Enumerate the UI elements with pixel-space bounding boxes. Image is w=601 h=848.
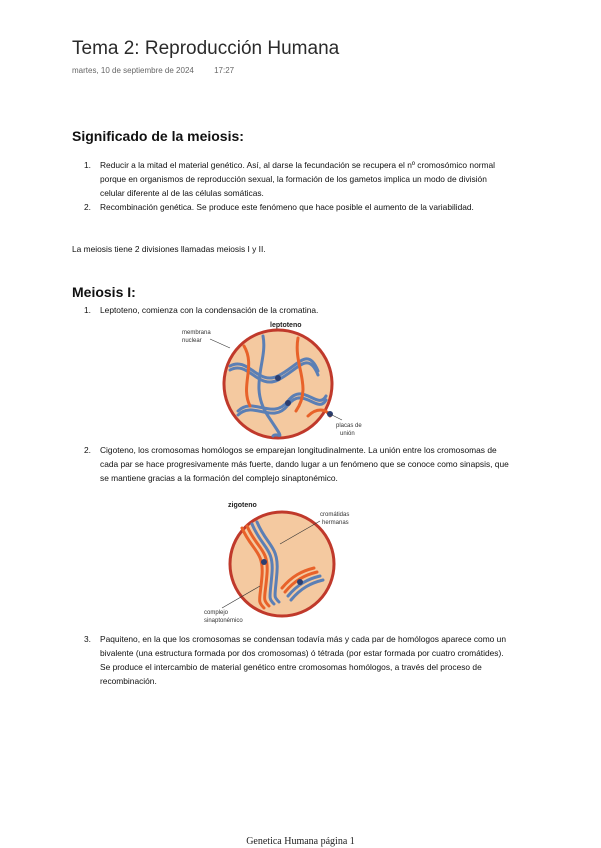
page-meta	[72, 66, 252, 75]
figure2-title: zigoteno	[228, 502, 257, 509]
list-text: Recombinación genética. Se produce este fenómeno que hace posible el aumento de la variabilidad.	[100, 202, 474, 212]
figure2-label-complex-1: complejo	[204, 610, 229, 616]
meiosis-note: La meiosis tiene 2 divisiones llamadas meiosis I y II.	[72, 244, 266, 254]
meaning-list	[72, 158, 512, 214]
figure2-label-chromatids-1: cromátidas	[320, 512, 350, 518]
figure2-label-chromatids-2: hermanas	[322, 520, 349, 526]
list-item	[72, 443, 512, 485]
meiosis-list-1	[72, 303, 512, 317]
leptoteno-figure	[178, 316, 368, 446]
figure1-title: leptoteno	[270, 322, 302, 329]
section-heading-meiosis-i: Meiosis I:	[72, 284, 136, 300]
list-number: 2.	[84, 445, 91, 455]
list-number: 3.	[84, 634, 91, 644]
page-time: 17:27	[214, 66, 235, 75]
page-footer: Genetica Humana página 1	[246, 836, 355, 847]
list-item	[72, 200, 512, 214]
section-heading-meiosis-meaning: Significado de la meiosis:	[72, 128, 244, 144]
list-number: 2.	[84, 202, 91, 212]
list-item	[72, 632, 512, 688]
meiosis-list-2	[72, 443, 512, 485]
list-item	[72, 303, 512, 317]
page-date: martes, 10 de septiembre de 2024	[72, 66, 194, 75]
list-text: Cigoteno, los cromosomas homólogos se emparejan longitudinalmente. La unión entre los cromosomas de cada par se hace progresivamente más fuerte, dando lugar a un fenómeno que se conoce como sinapsis, que se mantiene gracias a la formación del complejo sinaptonémico.	[100, 445, 509, 483]
list-text: Paquiteno, en la que los cromosomas se condensan todavía más y cada par de homólogos aparece como un bivalente (una estructura formada por dos cromosomas) ó tétrada (por estar formada por cuatro cromátides). Se produce el intercambio de material genético entre cromosomas homólogos, a través del proceso de recombinación.	[100, 634, 506, 686]
list-number: 1.	[84, 160, 91, 170]
figure2-label-complex-2: sinaptonémico	[204, 618, 243, 624]
zigoteno-figure	[202, 496, 364, 626]
cell-nucleus	[230, 512, 334, 616]
figure1-label-membrane-2: nuclear	[182, 338, 202, 344]
figure1-label-plates-2: unión	[340, 431, 355, 437]
list-number: 1.	[84, 305, 91, 315]
list-item	[72, 158, 512, 200]
meiosis-list-3	[72, 632, 512, 688]
figure1-label-plates-1: placas de	[336, 423, 362, 429]
cell-nucleus	[224, 330, 332, 438]
figure1-label-membrane-1: membrana	[182, 330, 211, 336]
list-text: Leptoteno, comienza con la condensación de la cromatina.	[100, 305, 319, 315]
list-text: Reducir a la mitad el material genético. Así, al darse la fecundación se recupera el nº cromosómico normal porque en organismos de reproducción sexual, la formación de los gametos implica un modo de división celular diferente al de las células somáticas.	[100, 160, 496, 198]
page-title: Tema 2: Reproducción Humana	[72, 38, 340, 59]
